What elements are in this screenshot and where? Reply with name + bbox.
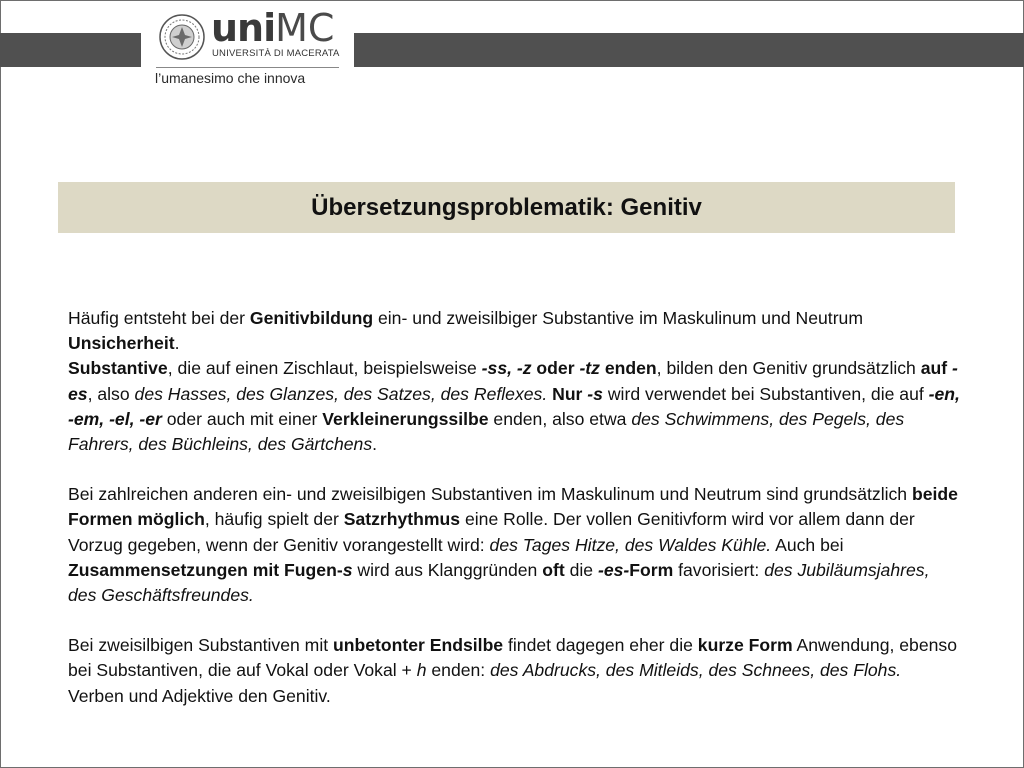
slide-body: [68, 306, 960, 709]
brand-logo: uniMC: [211, 6, 335, 50]
header-band-right: [354, 33, 1024, 67]
paragraph-short-form: Bei zweisilbigen Substantiven mit unbetonter Endsilbe findet dagegen eher die kurze Form Anwendung, ebenso bei Substantiven, die auf Vokal oder Vokal + h enden: des Abdrucks, des Mitleids, des Schnees, des Flohs. Verben und Adjektive den Genitiv.: [68, 635, 957, 706]
university-name: UNIVERSITÀ DI MACERATA: [212, 48, 340, 59]
paragraph-intro: Häufig entsteht bei der Genitivbildung ein- und zweisilbiger Substantive im Maskulinum und Neutrum Unsicherheit.: [68, 308, 863, 354]
paragraph-gap: [68, 608, 960, 633]
paragraph-both-forms: Bei zahlreichen anderen ein- und zweisilbigen Substantiven im Maskulinum und Neutrum sind grundsätzlich beide Formen möglich, häufig spielt der Satzrhythmus eine Rolle. Der vollen Genitivform wird vor allem dann der Vorzug gegeben, wenn der Genitiv vorangestellt wird: des Tages Hitze, des Waldes Kühle. Auch bei Zusammensetzungen mit Fugen-s wird aus Klanggründen oft die -es-Form favorisiert: des Jubiläumsjahres, des Geschäftsfreundes.: [68, 484, 958, 606]
slide-title: Übersetzungsproblematik: Genitiv: [311, 193, 702, 221]
university-seal-icon: [159, 14, 205, 60]
paragraph-sibilant: Substantive, die auf einen Zischlaut, beispielsweise -ss, -z oder -tz enden, bilden den Genitiv grundsätzlich auf -es, also des Hasses, des Glanzes, des Satzes, des Reflexes. Nur -s wird verwendet bei Substantiven, die auf -en, -em, -el, -er oder auch mit einer Verkleinerungssilbe enden, also etwa des Schwimmens, des Pegels, des Fahrers, des Büchleins, des Gärtchens.: [68, 358, 960, 455]
title-bar: [58, 182, 955, 233]
paragraph-gap: [68, 457, 960, 482]
header-band-left: [0, 33, 141, 67]
tagline: l’umanesimo che innova: [155, 70, 306, 86]
logo-divider: [156, 67, 339, 68]
